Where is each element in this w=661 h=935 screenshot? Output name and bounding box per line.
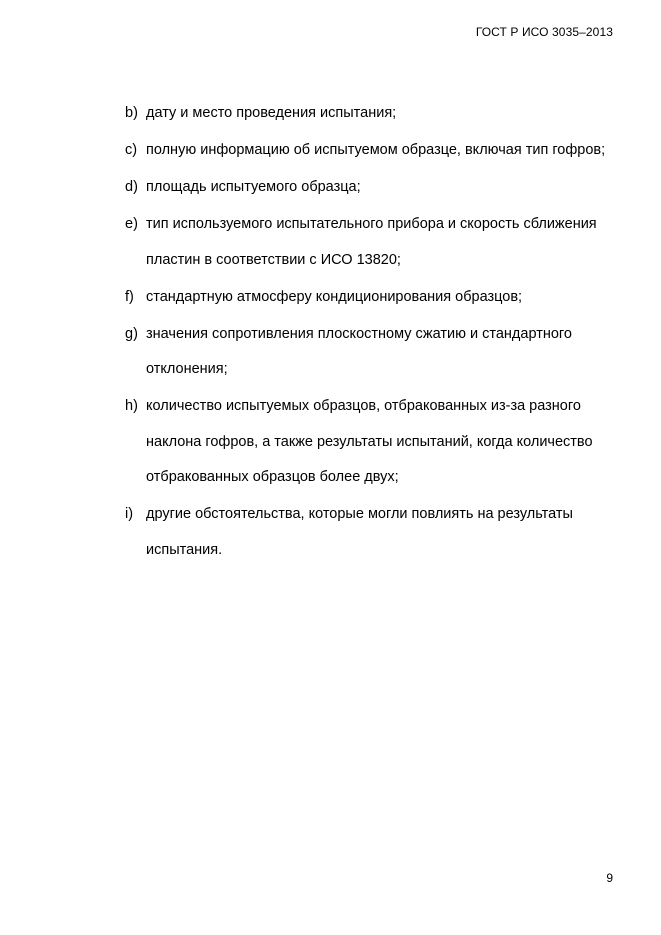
list-item-text: количество испытуемых образцов, отбракованных из-за разного наклона гофров, а также результаты испытаний, когда количество отбракованных образцов более двух; <box>146 398 593 485</box>
list-marker: h) <box>125 398 138 414</box>
report-requirements-list <box>125 96 625 570</box>
list-item-f <box>125 280 625 316</box>
list-item-i <box>125 497 625 568</box>
list-item-text: полную информацию об испытуемом образце, включая тип гофров; <box>146 142 606 158</box>
list-marker: f) <box>125 288 134 305</box>
list-item-text: другие обстоятельства, которые могли повлиять на результаты испытания. <box>146 506 573 558</box>
list-item-b <box>125 96 625 132</box>
list-item-c <box>125 133 625 169</box>
page-number: 9 <box>606 871 613 885</box>
list-item-e <box>125 207 625 278</box>
list-item-text: тип используемого испытательного прибора и скорость сближения пластин в соответствии с ИСО 13820; <box>146 216 597 268</box>
list-marker: g) <box>125 325 138 342</box>
list-marker: e) <box>125 216 138 232</box>
document-code-header: ГОСТ Р ИСО 3035–2013 <box>475 25 613 39</box>
list-item-d <box>125 170 625 206</box>
list-marker: b) <box>125 105 138 121</box>
list-item-text: дату и место проведения испытания; <box>146 105 397 121</box>
list-marker: i) <box>125 506 134 522</box>
list-item-text: значения сопротивления плоскостному сжатию и стандартного отклонения; <box>146 325 572 377</box>
list-item-g <box>125 317 625 388</box>
list-item-text: площадь испытуемого образца; <box>146 179 361 195</box>
list-marker: d) <box>125 179 138 195</box>
list-item-text: стандартную атмосферу кондиционирования образцов; <box>146 288 523 305</box>
list-marker: c) <box>125 142 138 158</box>
list-item-h <box>125 389 625 496</box>
